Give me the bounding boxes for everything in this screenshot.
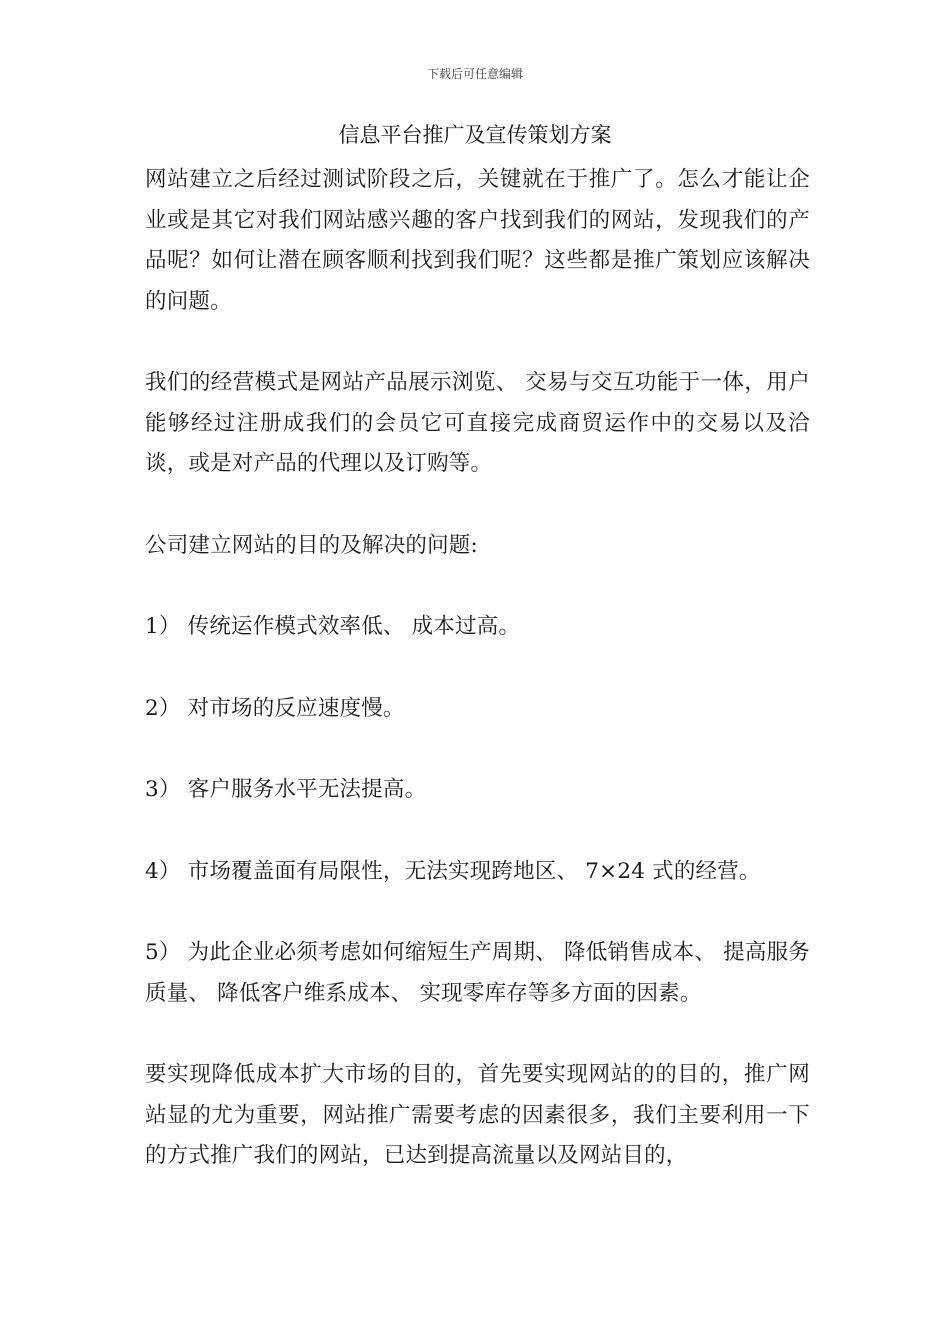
paragraph-promotion: 要实现降低成本扩大市场的目的，首先要实现网站的的目的，推广网站显的尤为重要，网站推广需要考虑的因素很多，我们主要利用一下的方式推广我们的网站，已达到提高流量以及网站目的， bbox=[145, 1062, 810, 1168]
list-item-5: 5） 为此企业必须考虑如何缩短生产周期、 降低销售成本、 提高服务质量、 降低客户维系成本、 实现零库存等多方面的因素。 bbox=[145, 940, 810, 1006]
document-title: 信息平台推广及宣传策划方案 bbox=[338, 123, 612, 147]
document-body bbox=[145, 160, 810, 1177]
list-item-2: 2） 对市场的反应速度慢。 bbox=[145, 695, 405, 721]
paragraph-purpose-heading: 公司建立网站的目的及解决的问题: bbox=[145, 532, 478, 558]
paragraph-business-model: 我们的经营模式是网站产品展示浏览、 交易与交互功能于一体，用户能够经过注册成我们的会员它可直接完成商贸运作中的交易以及洽谈，或是对产品的代理以及订购等。 bbox=[145, 370, 810, 476]
header-note: 下载后可任意编辑 bbox=[426, 67, 523, 81]
paragraph-intro: 网站建立之后经过测试阶段之后，关键就在于推广了。怎么才能让企业或是其它对我们网站感兴趣的客户找到我们的网站，发现我们的产品呢？如何让潜在顾客顺利找到我们呢？这些都是推广策划应该解决的问题。 bbox=[145, 167, 810, 314]
list-item-1: 1） 传统运作模式效率低、 成本过高。 bbox=[145, 614, 521, 639]
list-item-4: 4） 市场覆盖面有局限性，无法实现跨地区、 7×24 式的经营。 bbox=[145, 858, 761, 884]
list-item-3: 3） 客户服务水平无法提高。 bbox=[145, 777, 427, 802]
